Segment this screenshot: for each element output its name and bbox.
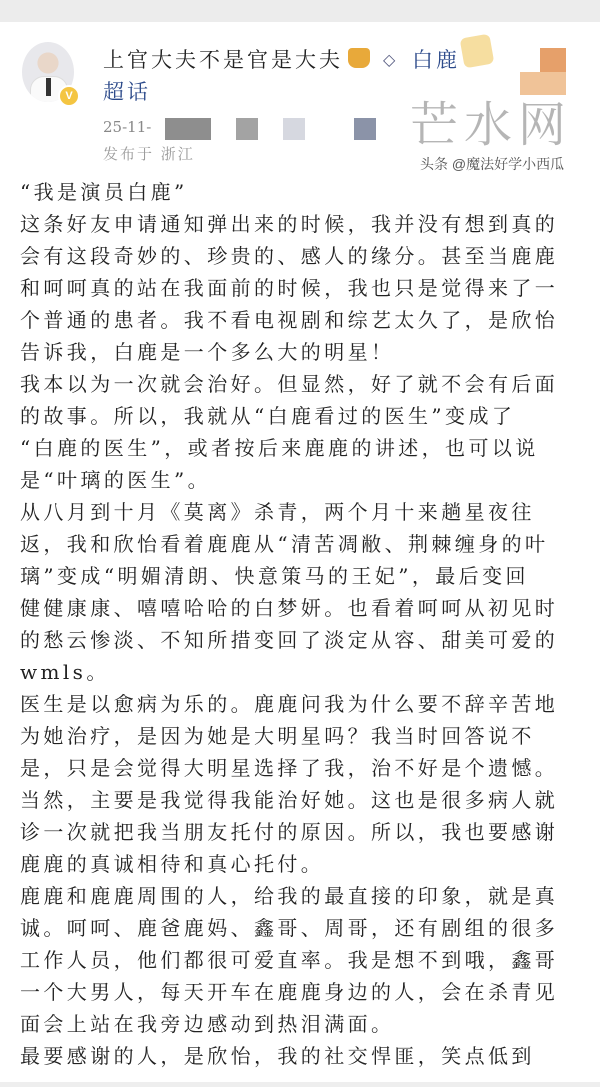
post-text-line: 的愁云惨淡、不知所措变回了淡定从容、甜美可爱的 [20,628,559,652]
post-text-line: “我是演员白鹿” [20,180,188,204]
post-text-line: 从八月到十月《莫离》杀青，两个月十来趟星夜往 [20,500,535,524]
blurred-region [520,72,566,95]
post-text-line: 工作人员，他们都很可爱直率。我是想不到哦，鑫哥 [20,948,559,972]
post-text-line: 诚。呵呵、鹿爸鹿妈、鑫哥、周哥，还有剧组的很多 [20,916,559,940]
post-text-line: 一个大男人，每天开车在鹿鹿身边的人，会在杀青见 [20,980,559,1004]
post-text-line: 为她治疗，是因为她是大明星吗？我当时回答说不 [20,724,535,748]
post-text-line: 的故事。所以，我就从“白鹿看过的医生”变成了 [20,404,516,428]
post-text-line: 鹿鹿的真诚相待和真心托付。 [20,852,325,876]
post-date: 25-11- [103,118,152,136]
post-text-line: 告诉我，白鹿是一个多么大的明星！ [20,340,395,364]
post-body [20,176,600,1072]
topic-suffix[interactable]: 超话 [103,80,151,104]
star-badge-icon [460,34,495,69]
watermark: 芒水网 [410,99,573,152]
post-text-line: 个普通的患者。我不看电视剧和综艺太久了，是欣怡 [20,308,559,332]
post-location: 发布于 浙江 [103,145,195,163]
post-text-line: 会有这段奇妙的、珍贵的、感人的缘分。甚至当鹿鹿 [20,244,559,268]
post-text-line: 诊一次就把我当朋友托付的原因。所以，我也要感谢 [20,820,559,844]
crown-icon [348,48,370,68]
blurred-region [354,118,376,140]
blurred-region [540,48,566,72]
post-text-line: 健健康康、嘻嘻哈哈的白梦妍。也看着呵呵从初见时 [20,596,559,620]
post-text-line: 鹿鹿和鹿鹿周围的人，给我的最直接的印象，就是真 [20,884,559,908]
post-text-line: 医生是以愈病为乐的。鹿鹿问我为什么要不辞辛苦地 [20,692,559,716]
author-name[interactable]: 上官大夫不是官是大夫 [103,48,343,72]
post-text-line: 这条好友申请通知弹出来的时候，我并没有想到真的 [20,212,559,236]
post-text-line: 和呵呵真的站在我面前的时候，我也只是觉得来了一 [20,276,559,300]
verified-badge: V [58,85,80,107]
post-text-line: 面会上站在我旁边感动到热泪满面。 [20,1012,395,1036]
post-text-line: wmls。 [20,660,110,684]
post-text-line: 最要感谢的人，是欣怡，我的社交悍匪，笑点低到 [20,1044,535,1068]
post-text-line: “白鹿的医生”，或者按后来鹿鹿的讲述，也可以说 [20,436,539,460]
post-text-line: 当然，主要是我觉得我能治好她。这也是很多病人就 [20,788,559,812]
watermark-source: 头条 @魔法好学小西瓜 [420,156,565,172]
top-bar [0,0,600,22]
blurred-region [165,118,211,140]
post-text-line: 是“叶璃的医生”。 [20,468,212,492]
post-text-line: 璃”变成“明媚清朗、快意策马的王妃”，最后变回 [20,564,529,588]
diamond-icon: ◇ [383,50,396,69]
blurred-region [283,118,305,140]
bottom-bar [0,1082,600,1087]
blurred-region [236,118,258,140]
topic-link[interactable]: 白鹿 [412,48,460,72]
post-text-line: 是，只是会觉得大明星选择了我，治不好是个遗憾。 [20,756,559,780]
post-text-line: 返，我和欣怡看着鹿鹿从“清苦凋敝、荆棘缠身的叶 [20,532,549,556]
post-text-line: 我本以为一次就会治好。但显然，好了就不会有后面 [20,372,559,396]
